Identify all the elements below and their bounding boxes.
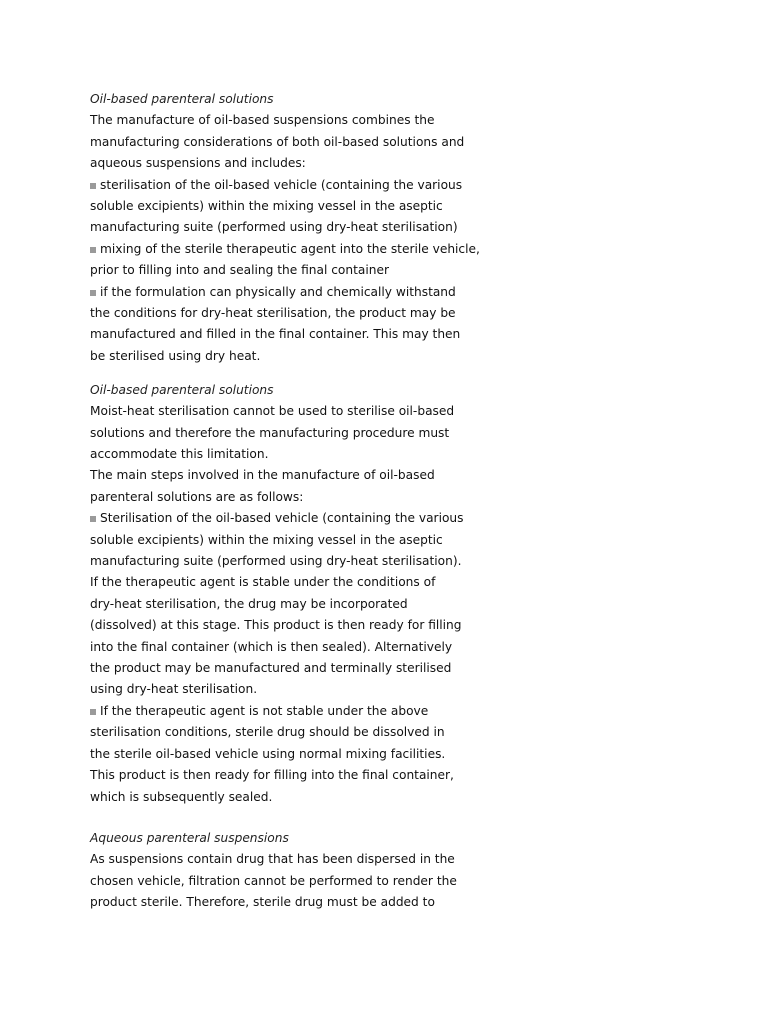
line-text: the product may be manufactured and terminally sterilised <box>90 661 452 676</box>
square-bullet-icon <box>90 290 96 296</box>
line-text: The manufacture of oil-based suspensions combines the <box>90 113 435 128</box>
paragraph-line <box>90 892 510 913</box>
section-heading: Oil-based parenteral solutions <box>90 92 274 106</box>
line-text: dry-heat sterilisation, the drug may be incorporated <box>90 596 408 611</box>
bullet-line <box>90 701 510 722</box>
paragraph-line <box>90 487 510 508</box>
paragraph-line <box>90 465 510 486</box>
line-text: manufacturing suite (performed using dry-heat sterilisation). <box>90 554 462 569</box>
line-text: soluble excipients) within the mixing vessel in the aseptic <box>90 199 443 214</box>
bullet-line <box>90 508 510 529</box>
line-text: manufactured and filled in the final container. This may then <box>90 327 461 342</box>
paragraph-line <box>90 530 510 551</box>
paragraph-line <box>90 346 510 367</box>
paragraph-line <box>90 110 510 131</box>
line-text: sterilisation of the oil-based vehicle (containing the various <box>100 177 463 192</box>
square-bullet-icon <box>90 183 96 189</box>
bullet-line <box>90 282 510 303</box>
line-text: prior to filling into and sealing the final container <box>90 263 389 278</box>
line-text: sterilisation conditions, sterile drug should be dissolved in <box>90 725 445 740</box>
line-text: As suspensions contain drug that has been dispersed in the <box>90 852 455 867</box>
paragraph-line <box>90 217 510 238</box>
square-bullet-icon <box>90 247 96 253</box>
line-text: if the formulation can physically and chemically withstand <box>100 284 456 299</box>
paragraph-line <box>90 572 510 593</box>
line-text: Sterilisation of the oil-based vehicle (containing the various <box>100 511 464 526</box>
paragraph-line <box>90 679 510 700</box>
document-section <box>90 89 510 367</box>
paragraph-line <box>90 594 510 615</box>
line-text: the sterile oil-based vehicle using normal mixing facilities. <box>90 746 446 761</box>
document-section <box>90 828 510 914</box>
paragraph-line <box>90 637 510 658</box>
line-text: aqueous suspensions and includes: <box>90 156 306 171</box>
line-text: be sterilised using dry heat. <box>90 348 261 363</box>
bullet-line <box>90 239 510 260</box>
square-bullet-icon <box>90 709 96 715</box>
paragraph-line <box>90 196 510 217</box>
line-text: using dry-heat sterilisation. <box>90 682 258 697</box>
line-text: product sterile. Therefore, sterile drug must be added to <box>90 895 435 910</box>
section-heading: Aqueous parenteral suspensions <box>90 830 289 845</box>
line-text: Moist-heat sterilisation cannot be used to sterilise oil-based <box>90 404 455 419</box>
line-text: (dissolved) at this stage. This product is then ready for filling <box>90 618 462 633</box>
line-text: which is subsequently sealed. <box>90 789 273 804</box>
paragraph-line <box>90 324 510 345</box>
document-page <box>90 89 510 914</box>
line-text: If the therapeutic agent is not stable under the above <box>100 703 429 718</box>
paragraph-line <box>90 132 510 153</box>
line-text: the conditions for dry-heat sterilisation, the product may be <box>90 306 456 321</box>
document-section <box>90 380 510 808</box>
line-text: This product is then ready for filling into the final container, <box>90 768 454 783</box>
paragraph-line <box>90 260 510 281</box>
bullet-line <box>90 175 510 196</box>
paragraph-line <box>90 871 510 892</box>
paragraph-line <box>90 615 510 636</box>
paragraph-line <box>90 787 510 808</box>
line-text: chosen vehicle, filtration cannot be performed to render the <box>90 873 457 888</box>
square-bullet-icon <box>90 516 96 522</box>
line-text: accommodate this limitation. <box>90 447 269 461</box>
paragraph-line <box>90 744 510 765</box>
paragraph-line <box>90 849 510 870</box>
line-text: parenteral solutions are as follows: <box>90 489 304 504</box>
line-text: mixing of the sterile therapeutic agent into the sterile vehicle, <box>100 241 480 256</box>
paragraph-line <box>90 423 510 444</box>
line-text: into the final container (which is then sealed). Alternatively <box>90 639 453 654</box>
line-text: manufacturing considerations of both oil-based solutions and <box>90 134 465 149</box>
paragraph-line <box>90 551 510 572</box>
paragraph-line <box>90 658 510 679</box>
line-text: If the therapeutic agent is stable under the conditions of <box>90 575 436 590</box>
paragraph-line <box>90 401 510 422</box>
paragraph-line <box>90 153 510 174</box>
paragraph-line <box>90 765 510 786</box>
paragraph-line <box>90 303 510 324</box>
paragraph-line <box>90 444 510 465</box>
section-heading: Oil-based parenteral solutions <box>90 382 274 397</box>
line-text: The main steps involved in the manufacture of oil-based <box>90 468 435 483</box>
line-text: manufacturing suite (performed using dry-heat sterilisation) <box>90 220 458 235</box>
paragraph-line <box>90 722 510 743</box>
line-text: solutions and therefore the manufacturing procedure must <box>90 425 450 440</box>
line-text: soluble excipients) within the mixing vessel in the aseptic <box>90 532 443 547</box>
